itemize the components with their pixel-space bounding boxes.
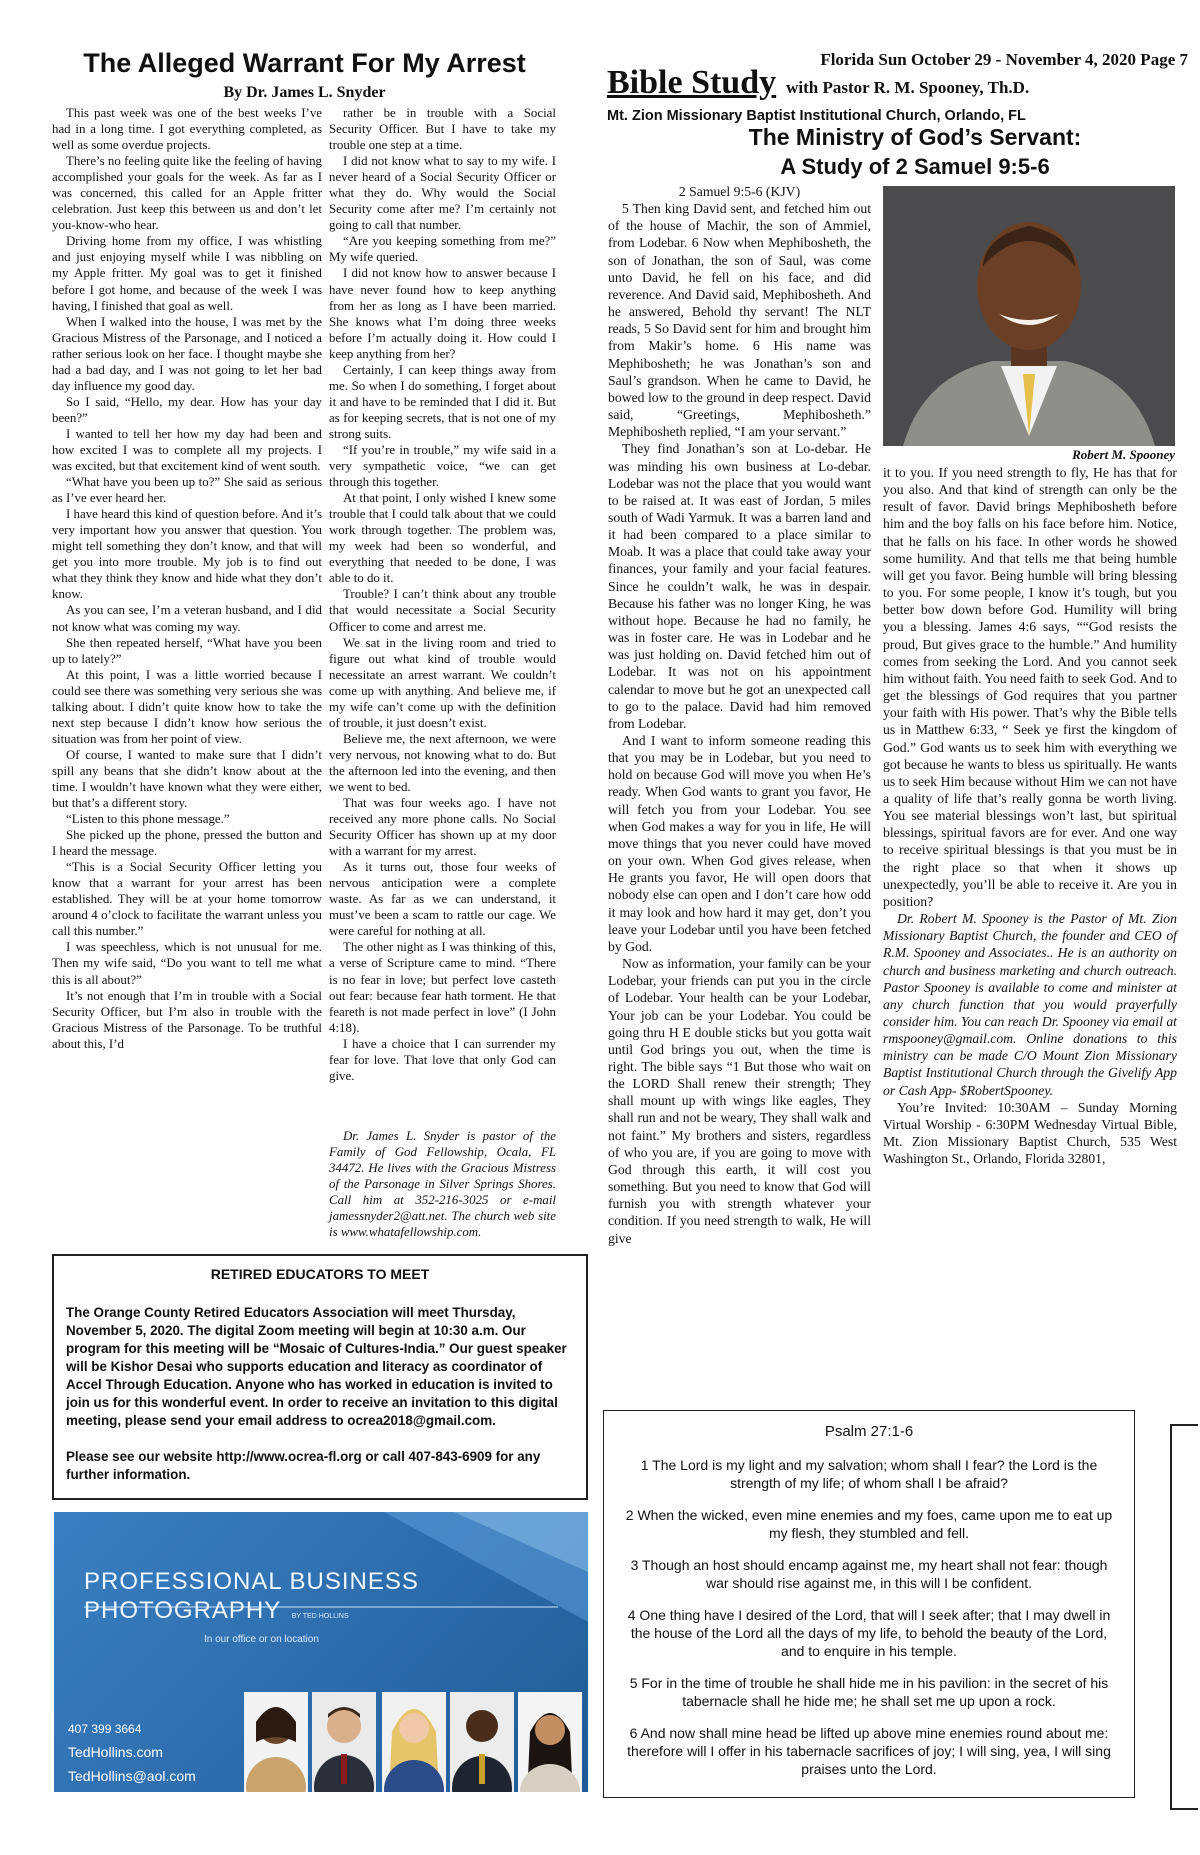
paragraph: Certainly, I can keep things away from me. So when I do something, I forget about it and have to be reminded that I did it. But as for keeping secrets, that is not one of my strong suits.: [329, 362, 556, 441]
paragraph: There’s no feeling quite like the feeling of having accomplished your goals for the week. As far as I was concerned, this called for an Apple fritter celebration. Just keep this between us and don’t let you-know-who hear.: [52, 154, 322, 233]
warrant-bio: [329, 1128, 556, 1240]
bible-bio: Dr. Robert M. Spooney is the Pastor of Mt. Zion Missionary Baptist Church, the founder and CEO of R.M. Spooney and Associates.. He is an authority on church and business marketing and church outreach. Pastor Spooney is available to come and minister at any church function that you would prayerfully consider him. You can reach Dr. Spooney via email at rmspooney@gmail.com. Online donations to this ministry can be made C/O Mount Zion Missionary Baptist Institutional Church through the Givelify App or Cash App- $RobertSpooney.: [883, 911, 1177, 1098]
bible-title: Bible Study: [607, 64, 777, 101]
ad-email: TedHollins@aol.com: [68, 1768, 196, 1784]
paragraph: As it turns out, those four weeks of nervous anticipation were a complete waste. As far as we can understand, it must’ve been a scam to rattle our cage. We were careful for nothing at all.: [329, 860, 556, 939]
bible-church: Mt. Zion Missionary Baptist Institutional Church, Orlando, FL: [607, 108, 1026, 124]
pastor-photo: [883, 186, 1175, 446]
warrant-byline: By Dr. James L. Snyder: [223, 84, 386, 101]
ad-line1: PROFESSIONAL BUSINESS: [84, 1568, 419, 1595]
warrant-bio-text: Dr. James L. Snyder is pastor of the Family of God Fellowship, Ocala, FL 34472. He lives with the Gracious Mistress of the Parsonage in Silver Springs Shores. Call him at 352-216-3025 or e-mail jamessnyder2@att.net. The church web site is www.whatafellowship.com.: [329, 1129, 556, 1240]
paragraph: That was four weeks ago. I have not received any more phone calls. No Social Security Officer has shown up at my door with a warrant for my arrest.: [329, 796, 556, 859]
ad-by: BY TED HOLLINS: [291, 1613, 349, 1620]
educators-body: The Orange County Retired Educators Association will meet Thursday, November 5, 2020. The digital Zoom meeting will begin at 10:30 a.m. Our program for this meeting will be “Mosaic of Cultures-India.” Our guest speaker will be Kishor Desai who supports education and literacy as coordinator of Accel Through Education. Anyone who has worked in education is invited to join us for this wonderful event. In order to receive an invitation to this digital meeting, please send your email address to ocrea2018@gmail.com.: [66, 1305, 567, 1428]
psalm-verse: 6 And now shall mine head be lifted up above mine enemies round about me: therefore will I offer in his tabernacle sacrifices of joy; I will sing, yea, I will sing praises unto the Lord.: [627, 1725, 1111, 1777]
ad-site: TedHollins.com: [68, 1744, 163, 1760]
portrait-1: [244, 1692, 308, 1792]
paragraph: Trouble? I can’t think about any trouble that would necessitate a Social Security Officer to come and arrest me.: [329, 587, 556, 634]
paragraph: I was speechless, which is not unusual for me. Then my wife said, “Do you want to tell me what this is all about?”: [52, 940, 322, 987]
paragraph: rather be in trouble with a Social Security Officer. But I have to take my trouble one step at a time.: [329, 106, 556, 153]
ad-line2: PHOTOGRAPHY: [84, 1597, 282, 1624]
psalm-verse: 5 For in the time of trouble he shall hide me in his pavilion: in the secret of his tabernacle shall he hide me; he shall set me up upon a rock.: [629, 1675, 1109, 1709]
portrait-5: [518, 1692, 582, 1792]
paragraph: At that point, I only wished I knew some trouble that I could talk about that we could work through together. The problem was, my week had been so wonderful, and everything that needed to be done, I was able to do it.: [329, 491, 556, 586]
paragraph: I did not know how to answer because I have never found how to keep anything from her as long as I have been married. She knows what I’m doing three weeks before I’m actually doing it. How could I keep anything from her?: [329, 266, 556, 361]
paper-info: Florida Sun October 29 - November 4, 2020 Page 7: [820, 50, 1188, 69]
bible-column-2: [883, 464, 1177, 1167]
paragraph: So I said, “Hello, my dear. How has your day been?”: [52, 394, 322, 425]
paragraph: “Are you keeping something from me?” My wife queried.: [329, 234, 556, 265]
paragraph: It’s not enough that I’m in trouble with a Social Security Officer, but I’m also in trouble with the Gracious Mistress of the Parsonage. To be truthful about this, I’d: [52, 988, 322, 1051]
paragraph: The other night as I was thinking of this, a verse of Scripture came to mind. “There is no fear in love; but perfect love casteth out fear: because fear hath torment. He that feareth is not made perfect in love” (I John 4:18).: [329, 940, 556, 1035]
psalm-verses: [618, 1456, 1120, 1778]
paragraph: I have heard this kind of question before. And it’s very important how you answer that question. You might tell something they don’t know, and that will get you into more trouble. My job is to find out what they think they know and hide what they don’t know.: [52, 507, 322, 602]
bible-subtitle-2: A Study of 2 Samuel 9:5-6: [780, 154, 1050, 179]
paragraph: This past week was one of the best weeks I’ve had in a long time. I got everything completed, as well as some overdue projects.: [52, 106, 322, 153]
psalm-box: [603, 1410, 1135, 1798]
paragraph: I wanted to tell her how my day had been and how excited I was to complete all my projects. I was excited, but that excitement kind of went south.: [52, 426, 322, 474]
ad-sub: In our office or on location: [204, 1634, 319, 1645]
paragraph: 2 Samuel 9:5-6 (KJV): [678, 184, 801, 199]
portrait-2: [312, 1692, 376, 1792]
warrant-column-2: [329, 105, 556, 1084]
ad-portraits: [244, 1692, 588, 1792]
paragraph: And I want to inform someone reading this that you may be in Lodebar, but you need to hold on because God will move you when He’s ready. When God wants to grant you favor, He will fetch you from your Lodebar. You see when God makes a way for you in life, He will move things that you never could have moved on your own. When God gives release, when He grants you favor, He will open doors that nobody else can open and I don’t care how odd it may look and how hard it may get, don’t you leave your Lodebar until you have been fetched by God.: [608, 733, 871, 954]
paragraph: “This is a Social Security Officer letting you know that a warrant for your arrest has been established. They will be at your home tomorrow around 4 o’clock to facilitate the warrant unless you call this number.”: [52, 860, 322, 939]
warrant-column-1: [52, 105, 322, 1052]
psalm-verse: 3 Though an host should encamp against me, my heart shall not fear: though war should rise against me, in this will I be confident.: [630, 1557, 1108, 1591]
paragraph: “What have you been up to?” She said as serious as I’ve ever heard her.: [52, 475, 322, 506]
paragraph: Of course, I wanted to make sure that I didn’t spill any beans that she didn’t know about at the time. I wouldn’t have known what they were either, but that’s a different story.: [52, 747, 322, 811]
educators-box: [52, 1254, 588, 1500]
bible-column-1: [608, 183, 871, 1247]
pastor-portrait: [883, 186, 1175, 446]
paragraph: We sat in the living room and tried to figure out what kind of trouble would necessitate an arrest warrant. We couldn’t come up with anything. And believe me, if my wife can’t come up with the definition of trouble, it just doesn’t exist.: [329, 635, 556, 730]
bible-subtitle-1: The Ministry of God’s Servant:: [748, 124, 1082, 150]
paragraph: Driving home from my office, I was whistling and just enjoying myself while I was nibbling on my Apple fritter. My goal was to get it finished before I got home, and because of the week I was having, I finished that goal as well.: [52, 234, 322, 313]
educators-footer: Please see our website http://www.ocrea-fl.org or call 407-843-6909 for any further information.: [66, 1449, 541, 1482]
educators-title: RETIRED EDUCATORS TO MEET: [210, 1266, 430, 1282]
paragraph: “If you’re in trouble,” my wife said in a very sympathetic voice, “we can get through this together.: [329, 442, 556, 490]
paragraph: “Listen to this phone message.”: [66, 812, 230, 827]
bible-col2-text: it to you. If you need strength to fly, He has that for you also. And that kind of strength can only be the result of favor. David brings Mephibosheth before him and the boy falls on his face before him. Notice, that he falls on his face. In other words he showed some humility. And that tells me that being humble will get you favor. Being humble will bring blessing to you. For some people, I know it’s tough, but you better bow down before God. Humility will bring you a blessing. James 4:6 says, ““God resists the proud, But gives grace to the humble.” And humility comes from seeking the Lord. And you cannot seek him without faith. You need faith to seek God. And to get the blessings of God requires that you partner your faith with His power. That’s why the Bible tells us in Matthew 6:33, “ Seek ye first the kingdom of God.” God wants us to seek him with everything we got because he wants to bless us spiritually. He wants us to seek Him because without Him we can not have a quality of life that’s really gonna be worth living. You see material blessings won’t last, but spiritual blessings, spiritual favors are for ever. And one way to receive spiritual blessings is that you must be in the right place so that when it shows up unexpectedly, you’ll be able to receive it. Are you in position?: [883, 465, 1177, 909]
paragraph: I have a choice that I can surrender my fear for love. That love that only God can give.: [329, 1036, 556, 1083]
portrait-4: [450, 1692, 514, 1792]
psalm-title: Psalm 27:1-6: [824, 1423, 914, 1440]
paragraph: Believe me, the next afternoon, we were very nervous, not knowing what to do. But the afternoon led into the evening, and then we went to bed.: [329, 731, 556, 794]
paragraph: When I walked into the house, I was met by the Gracious Mistress of the Parsonage, and I noticed a rather serious look on her face. I thought maybe she had a bad day, and I was not going to let her bad day influence my good day.: [52, 314, 322, 393]
photography-ad: [54, 1512, 588, 1792]
bible-header: [607, 64, 1197, 102]
paragraph: She picked up the phone, pressed the button and I heard the message.: [52, 828, 322, 859]
bible-pastor: with Pastor R. M. Spooney, Th.D.: [786, 78, 1030, 97]
warrant-title: The Alleged Warrant For My Arrest: [83, 48, 526, 78]
psalm-verse: 4 One thing have I desired of the Lord, that will I seek after; that I may dwell in the house of the Lord all the days of my life, to behold the beauty of the Lord, and to enquire in his temple.: [627, 1607, 1111, 1659]
paragraph: Now as information, your family can be your Lodebar, your friends can put you in the circle of Lodebar. Your health can be your Lodebar, Your job can be your Lodebar. You could be going thru H E double sticks but you gotta wait until God brings you out, when the time is right. The bible says “1 But those who wait on the LORD Shall renew their strength; They shall mount up with wings like eagles, They shall run and not be weary, They shall walk and not faint.” My brothers and sisters, regardless of who you are, if you are going to move with God through this earth, it will cost you something. But you need to know that God will furnish you with strength whatever your condition. If you need strength to walk, He will give: [608, 956, 871, 1246]
ad-phone: 407 399 3664: [68, 1722, 142, 1736]
paragraph: At this point, I was a little worried because I could see there was something very serious she was talking about. I didn’t quite know how to take the next step because I didn’t know how serious the situation was from her point of view.: [52, 667, 322, 746]
portrait-3: [382, 1692, 446, 1792]
paragraph: She then repeated herself, “What have you been up to lately?”: [52, 635, 322, 666]
paragraph: 5 Then king David sent, and fetched him out of the house of Machir, the son of Ammiel, from Lodebar. 6 Now when Mephibosheth, the son of Jonathan, the son of Saul, was come unto David, he fell on his face, and did reverence. And David said, Mephibosheth. And he answered, Behold thy servant! The NLT reads, 5 So David sent for him and brought him from Makir’s home. 6 His name was Mephibosheth; he was Jonathan’s son and Saul’s grandson. When he came to David, he bowed low to the ground in deep respect. David said, “Greetings, Mephibosheth.” Mephibosheth replied, “I am your servant.”: [608, 201, 871, 440]
paragraph: As you can see, I’m a veteran husband, and I did not know what was coming my way.: [52, 603, 322, 634]
paragraph: I did not know what to say to my wife. I never heard of a Social Security Officer or what they do. Why would the Social Security come after me? I’m certainly not going to call that number.: [329, 154, 556, 233]
psalm-verse: 1 The Lord is my light and my salvation; whom shall I fear? the Lord is the strength of my life; of whom shall I be afraid?: [640, 1457, 1098, 1491]
edge-bracket: [1170, 1424, 1198, 1810]
psalm-verse: 2 When the wicked, even mine enemies and my foes, came upon me to eat up my flesh, they stumbled and fell.: [625, 1507, 1113, 1541]
pastor-caption: Robert M. Spooney: [1072, 447, 1175, 462]
bible-invite: You’re Invited: 10:30AM – Sunday Morning Virtual Worship - 6:30PM Wednesday Virtual Bible, Mt. Zion Missionary Baptist Church, 535 West Washington St., Orlando, Florida 32801,: [883, 1099, 1177, 1167]
paragraph: They find Jonathan’s son at Lo-debar. He was minding his own business at Lo-debar. Lodebar was not the place that you would want to be raised at. It was east of Jordan, 5 miles south of Wadi Yarmuk. It was a barren land and it had been compared to a place similar to Moab. It was a place that could take away your finances, your family and your facial features. Since he couldn’t walk, he was in despair. Because his father was no longer King, he was without hope. Because he had no family, he was in foster care. He was in Lodebar and he was just holding on. David fetched him out of Lodebar. It was not on his appointment calendar to move but he got an unexpected call to go to the palace. David had him removed from Lodebar.: [608, 441, 871, 731]
